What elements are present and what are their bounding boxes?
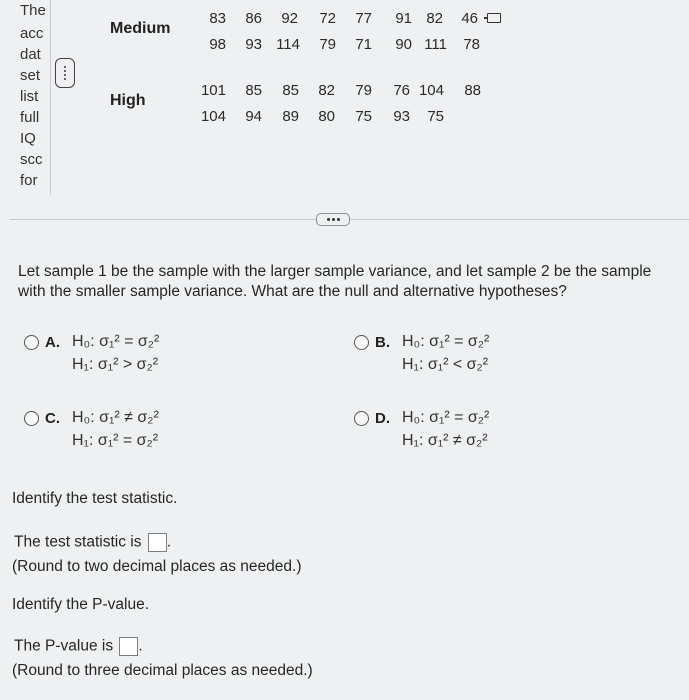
side-line: IQ xyxy=(20,130,36,147)
alt-hypothesis: H₁: σ₁² ≠ σ₂² xyxy=(402,432,488,449)
cell: 82 xyxy=(426,10,443,27)
side-line: for xyxy=(20,172,38,189)
side-line: acc xyxy=(20,25,44,42)
null-hypothesis: H₀: σ₁² = σ₂² xyxy=(72,333,160,350)
side-line: The xyxy=(20,2,46,19)
cell: 77 xyxy=(355,10,372,27)
cell: 89 xyxy=(282,108,299,125)
side-line: dat xyxy=(20,46,41,63)
null-hypothesis: H₀: σ₁² = σ₂² xyxy=(402,333,490,350)
identify-p-value: Identify the P-value. xyxy=(12,596,149,613)
cell: 71 xyxy=(355,36,372,53)
cell: 85 xyxy=(282,82,299,99)
cell: 104 xyxy=(418,82,444,99)
cell: 86 xyxy=(245,10,262,27)
cell: 93 xyxy=(393,108,410,125)
option-letter: B. xyxy=(375,334,390,351)
cell: 92 xyxy=(281,10,298,27)
null-hypothesis: H₀: σ₁² = σ₂² xyxy=(402,409,490,426)
radio-b[interactable] xyxy=(354,335,369,350)
null-hypothesis: H₀: σ₁² ≠ σ₂² xyxy=(72,409,159,426)
show-more-button[interactable] xyxy=(316,213,350,226)
p-value-input[interactable] xyxy=(119,637,138,656)
medium-row-2 xyxy=(199,36,480,53)
medium-row-1 xyxy=(199,10,478,27)
period: . xyxy=(166,533,172,551)
test-statistic-input[interactable] xyxy=(148,533,167,552)
cell: 83 xyxy=(209,10,226,27)
cell: 88 xyxy=(464,82,481,99)
cell: 80 xyxy=(318,108,335,125)
high-row-1 xyxy=(196,82,481,99)
test-statistic-rounding: (Round to two decimal places as needed.) xyxy=(12,558,302,575)
cell: 79 xyxy=(319,36,336,53)
identify-test-statistic: Identify the test statistic. xyxy=(12,490,178,507)
cell: 75 xyxy=(355,108,372,125)
cell: 104 xyxy=(200,108,226,125)
cell: 90 xyxy=(395,36,412,53)
expand-description-button[interactable] xyxy=(55,58,75,88)
side-line: list xyxy=(20,88,39,105)
cell: 85 xyxy=(245,82,262,99)
cell: 101 xyxy=(200,82,226,99)
question-text: Let sample 1 be the sample with the larger sample variance, and let sample 2 be the sample with the smaller sample variance. What are the null and alternative hypotheses? xyxy=(18,263,652,300)
cell: 93 xyxy=(245,36,262,53)
cell: 91 xyxy=(395,10,412,27)
option-c[interactable] xyxy=(24,409,159,452)
cell: 98 xyxy=(209,36,226,53)
level-label-medium: Medium xyxy=(110,20,171,37)
radio-d[interactable] xyxy=(354,411,369,426)
copy-icon[interactable] xyxy=(487,13,501,23)
cell: 111 xyxy=(424,36,447,53)
alt-hypothesis: H₁: σ₁² > σ₂² xyxy=(72,356,159,373)
cell: 46 xyxy=(461,10,478,27)
option-b[interactable] xyxy=(354,333,489,376)
cell: 79 xyxy=(355,82,372,99)
radio-a[interactable] xyxy=(24,335,39,350)
option-letter: C. xyxy=(45,410,60,427)
alt-hypothesis: H₁: σ₁² = σ₂² xyxy=(72,432,159,449)
option-d[interactable] xyxy=(354,409,489,452)
cell: 114 xyxy=(276,36,300,53)
cell: 94 xyxy=(245,108,262,125)
cell: 72 xyxy=(319,10,336,27)
option-a[interactable] xyxy=(24,333,159,376)
cell: 82 xyxy=(318,82,335,99)
cell: 75 xyxy=(427,108,444,125)
test-statistic-label: The test statistic is xyxy=(14,533,142,551)
side-line: scc xyxy=(20,151,43,168)
radio-c[interactable] xyxy=(24,411,39,426)
period: . xyxy=(138,637,143,655)
high-row-2 xyxy=(196,108,444,125)
p-value-line xyxy=(14,637,143,656)
alt-hypothesis: H₁: σ₁² < σ₂² xyxy=(402,356,489,373)
cell: 76 xyxy=(393,82,410,99)
side-line: set xyxy=(20,67,41,84)
side-line: full xyxy=(20,109,40,126)
side-description xyxy=(0,0,51,195)
p-value-label: The P-value is xyxy=(14,637,114,655)
p-value-rounding: (Round to three decimal places as needed.) xyxy=(12,662,313,679)
level-label-high: High xyxy=(110,92,146,109)
test-statistic-line xyxy=(14,533,171,552)
option-letter: A. xyxy=(45,334,60,351)
cell: 78 xyxy=(463,36,480,53)
option-letter: D. xyxy=(375,410,390,427)
